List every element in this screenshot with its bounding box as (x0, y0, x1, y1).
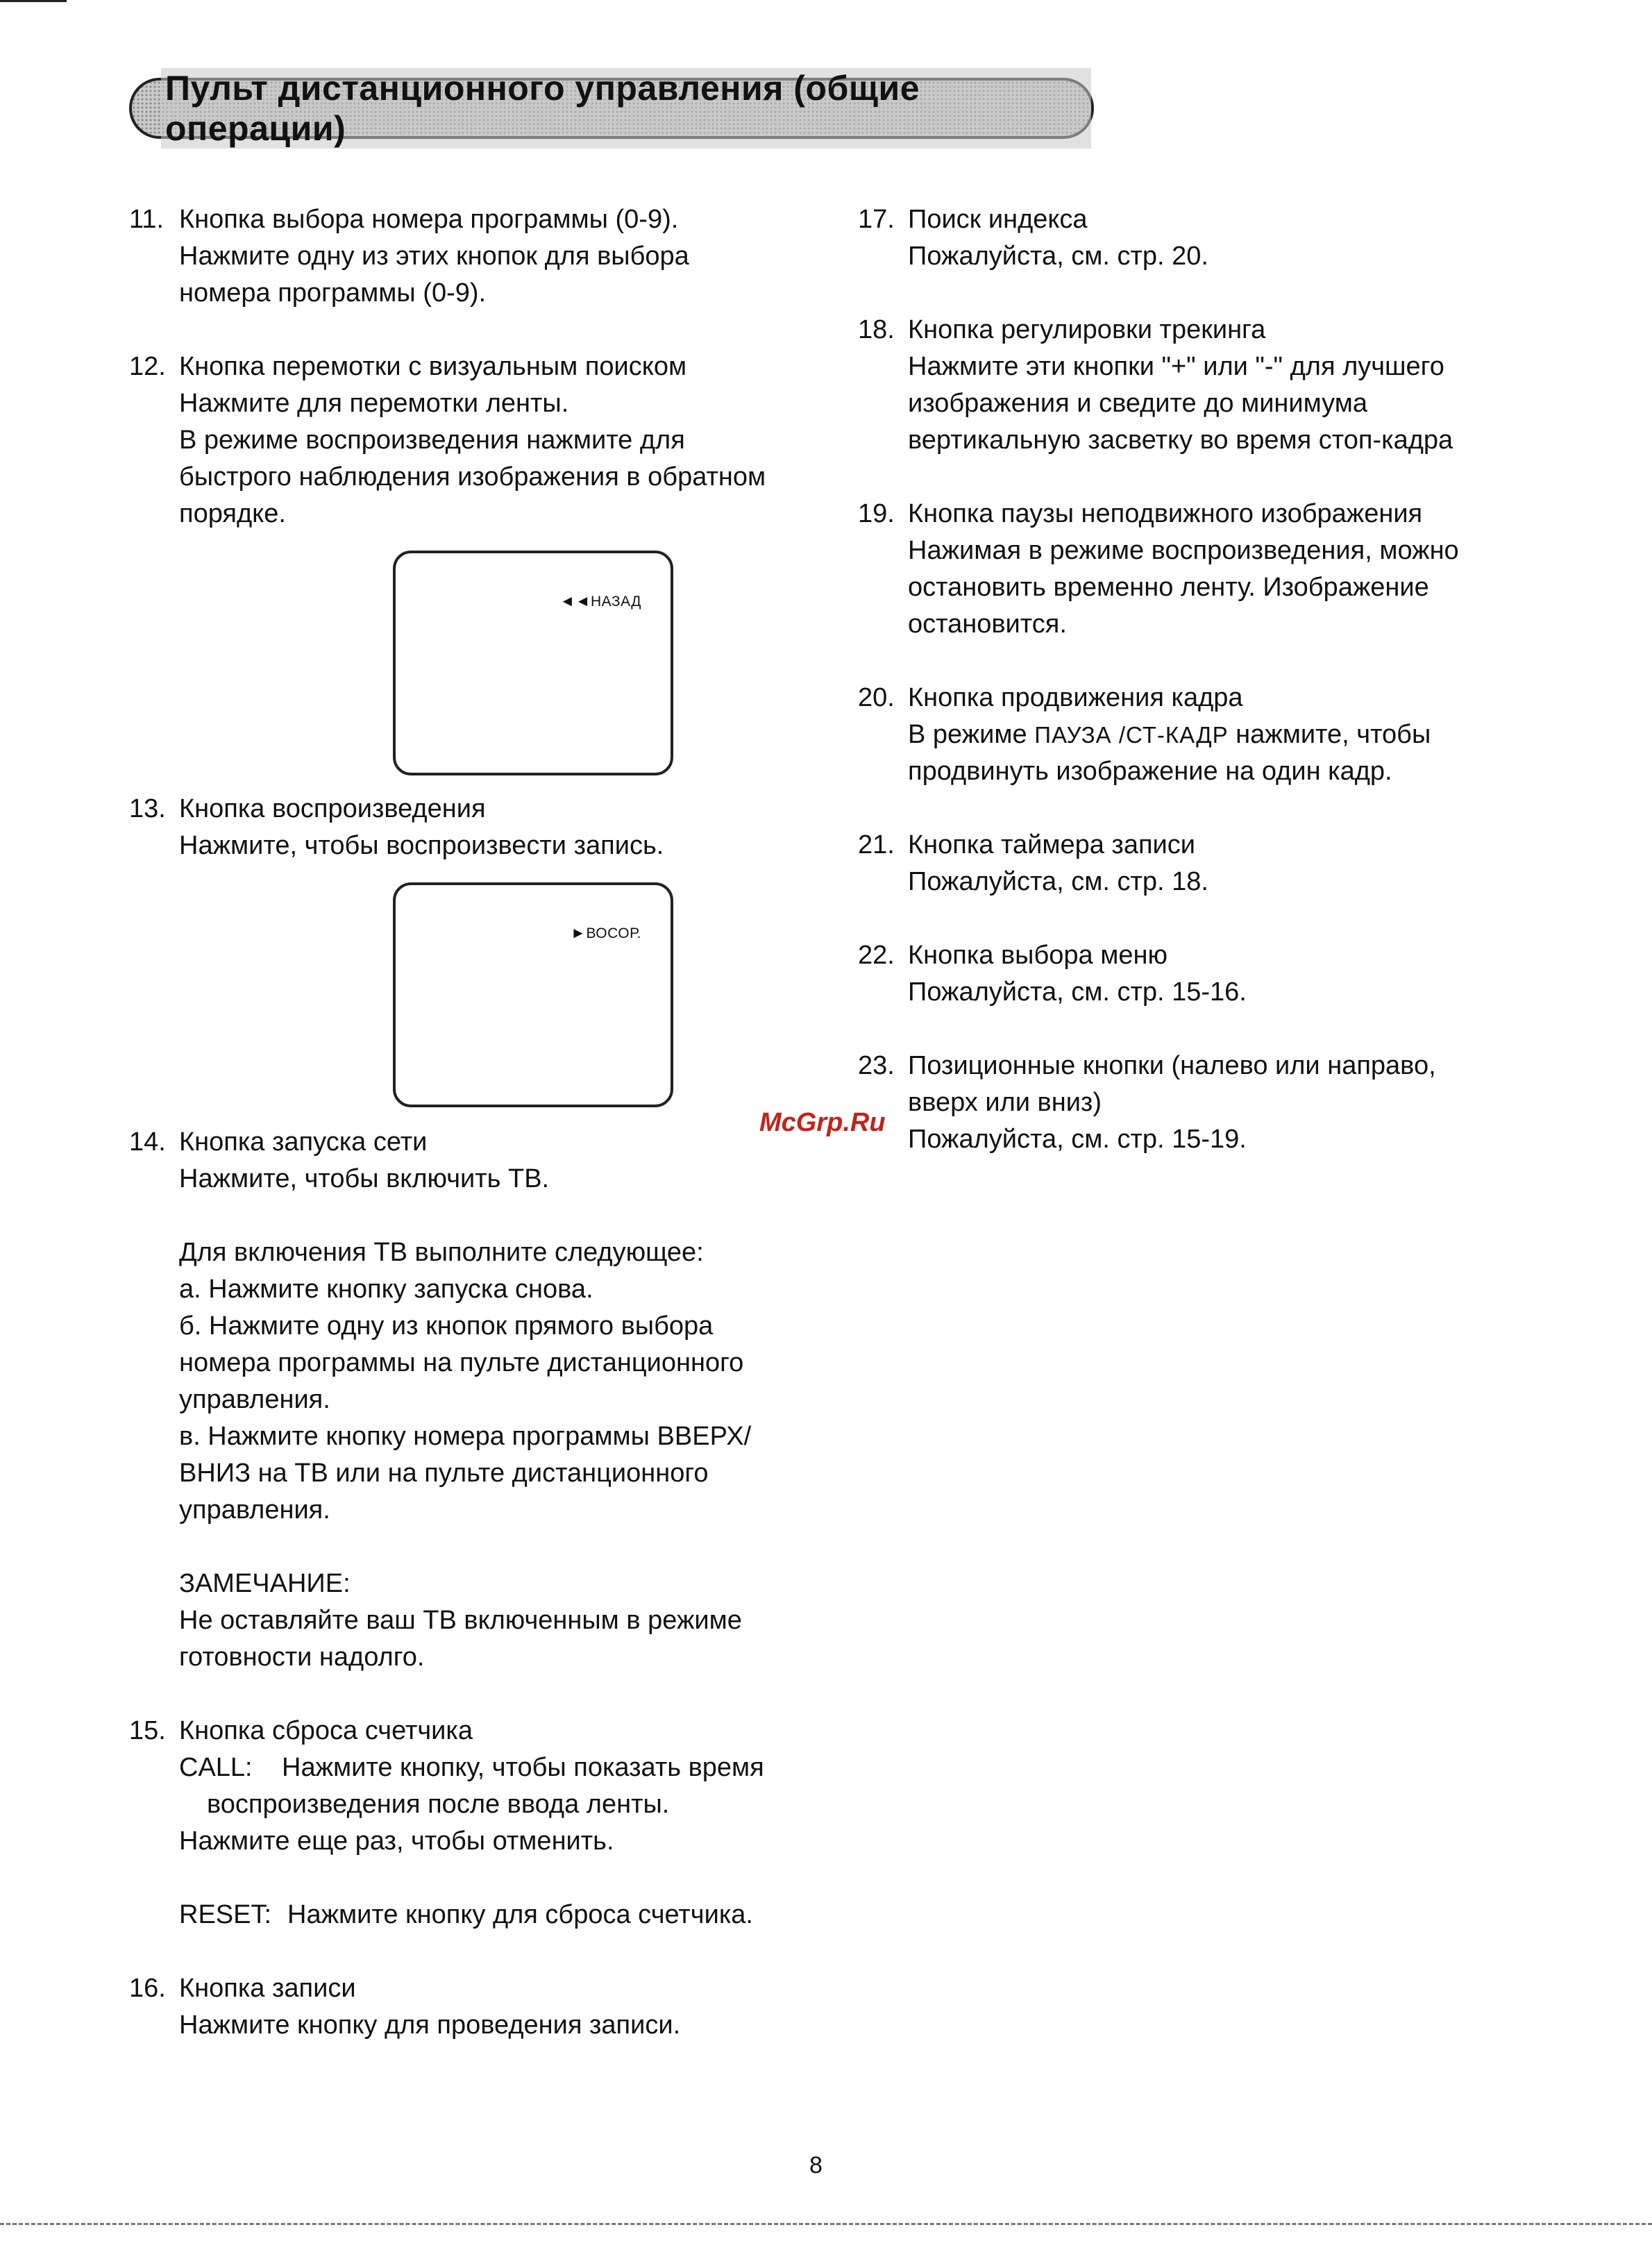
item-text: быстрого наблюдения изображения в обратном (179, 462, 766, 492)
page-title: Пульт дистанционного управления (общие операции) (161, 68, 1091, 149)
item-number: 17. (858, 205, 895, 234)
item-number: 21. (858, 830, 895, 859)
reset-text: Нажмите кнопку для сброса счетчика. (287, 1900, 753, 1929)
text-part: нажмите, чтобы (1228, 720, 1431, 749)
item-title: Кнопка сброса счетчика (179, 1716, 473, 1745)
item-text: Пожалуйста, см. стр. 15-19. (908, 1125, 1247, 1154)
item-number: 13. (129, 794, 166, 823)
item-text: Пожалуйста, см. стр. 15-16. (908, 977, 1247, 1007)
call-text: Нажмите кнопку, чтобы показать время (282, 1753, 764, 1782)
mode-label: ПАУЗА /СТ-КАДР (1034, 722, 1229, 748)
osd-text: ВОСОР. (586, 925, 641, 941)
item-number: 15. (129, 1716, 166, 1745)
item-text: Пожалуйста, см. стр. 20. (908, 242, 1208, 271)
item-22 (858, 937, 1552, 1011)
item-text: остановить временно ленту. Изображение (908, 573, 1429, 602)
item-title: Кнопка перемотки с визуальным поиском (179, 352, 687, 381)
step-text: а. Нажмите кнопку запуска снова. (179, 1275, 593, 1304)
note-text: Не оставляйте ваш ТВ включенным в режиме (179, 1606, 742, 1635)
item-title: Кнопка запуска сети (179, 1127, 428, 1157)
item-11 (129, 201, 837, 312)
item-number: 20. (858, 683, 895, 712)
step-text: управления. (179, 1495, 330, 1525)
item-text: Нажимая в режиме воспроизведения, можно (908, 536, 1459, 565)
watermark: McGrp.Ru (759, 1108, 886, 1137)
item-title: Кнопка записи (179, 1974, 356, 2003)
item-title: Кнопка выбора номера программы (0-9). (179, 205, 679, 234)
play-icon: ► (571, 924, 587, 941)
item-15 (129, 1713, 837, 1933)
screen-osd-label (559, 594, 641, 610)
item-title: Поиск индекса (908, 205, 1088, 234)
item-text: вверх или вниз) (908, 1088, 1102, 1117)
item-number: 18. (858, 315, 895, 344)
call-key: CALL: (179, 1753, 253, 1782)
step-text: управления. (179, 1385, 330, 1414)
reset-row (179, 1897, 837, 1933)
note-text: готовности надолго. (179, 1643, 425, 1672)
item-text: номера программы (0-9). (179, 278, 487, 308)
item-title: Кнопка паузы неподвижного изображения (908, 499, 1423, 528)
call-row (179, 1749, 837, 1786)
osd-text: НАЗАД (590, 594, 641, 610)
screen-osd-label (571, 925, 641, 941)
item-text: Нажмите кнопку для проведения записи. (179, 2011, 681, 2040)
step-text: в. Нажмите кнопку номера программы ВВЕРХ/ (179, 1422, 752, 1451)
item-13 (129, 791, 837, 864)
corner-mark (0, 0, 67, 2)
item-text: Нажмите, чтобы включить ТВ. (179, 1164, 550, 1193)
item-text: В режиме воспроизведения нажмите для (179, 426, 685, 455)
item-number: 11. (129, 205, 165, 234)
page-number: 8 (809, 2152, 823, 2179)
item-12 (129, 349, 837, 532)
item-text: Нажмите для перемотки ленты. (179, 389, 569, 418)
step-text: Для включения ТВ выполните следующее: (179, 1238, 704, 1267)
item-17 (858, 201, 1552, 275)
item-18 (858, 312, 1552, 459)
item-title: Кнопка продвижения кадра (908, 683, 1243, 712)
item-number: 16. (129, 1974, 166, 2003)
item-number: 22. (858, 941, 895, 970)
item-text: остановится. (908, 610, 1067, 639)
item-text: Нажмите, чтобы воспроизвести запись. (179, 831, 664, 860)
item-number: 19. (858, 499, 895, 528)
spacer (179, 1198, 837, 1234)
tv-screen-rewind (393, 551, 673, 775)
tv-screen-play (393, 882, 673, 1107)
item-21 (858, 827, 1552, 900)
item-title: Кнопка выбора меню (908, 941, 1168, 970)
spacer (179, 1860, 837, 1897)
item-number: 23. (858, 1051, 895, 1080)
right-column (858, 201, 1552, 1195)
call-cancel: Нажмите еще раз, чтобы отменить. (179, 1827, 614, 1856)
item-text (908, 716, 1552, 753)
item-text: вертикальную засветку во время стоп-кадра (908, 426, 1453, 455)
item-title: Кнопка регулировки трекинга (908, 315, 1266, 344)
step-text: номера программы на пульте дистанционного (179, 1348, 744, 1377)
spacer (179, 1529, 837, 1566)
item-text: Пожалуйста, см. стр. 18. (908, 867, 1208, 896)
item-text: Нажмите одну из этих кнопок для выбора (179, 242, 689, 271)
item-20 (858, 680, 1552, 790)
item-text: порядке. (179, 499, 286, 528)
step-text: б. Нажмите одну из кнопок прямого выбора (179, 1311, 714, 1341)
left-column (129, 201, 837, 2081)
step-text: ВНИЗ на ТВ или на пульте дистанционного (179, 1459, 709, 1488)
bottom-rule (0, 2223, 1652, 2225)
item-19 (858, 496, 1552, 643)
item-text: Нажмите эти кнопки "+" или "-" для лучшего (908, 352, 1444, 381)
item-16 (129, 1970, 837, 2044)
item-text: продвинуть изображение на один кадр. (908, 757, 1392, 786)
item-number: 12. (129, 352, 166, 381)
item-title: Кнопка таймера записи (908, 830, 1195, 859)
call-continuation: воспроизведения после ввода ленты. (207, 1790, 670, 1819)
item-14 (129, 1124, 837, 1676)
item-title: Кнопка воспроизведения (179, 794, 486, 823)
note-label: ЗАМЕЧАНИЕ: (179, 1569, 351, 1598)
item-text: изображения и сведите до минимума (908, 389, 1368, 418)
reset-key: RESET: (179, 1900, 272, 1929)
title-banner (129, 69, 1094, 148)
text-part: В режиме (908, 720, 1035, 749)
item-number: 14. (129, 1127, 166, 1157)
item-title: Позиционные кнопки (налево или направо, (908, 1051, 1436, 1080)
item-23 (858, 1048, 1552, 1158)
rewind-icon: ◄◄ (559, 592, 591, 610)
